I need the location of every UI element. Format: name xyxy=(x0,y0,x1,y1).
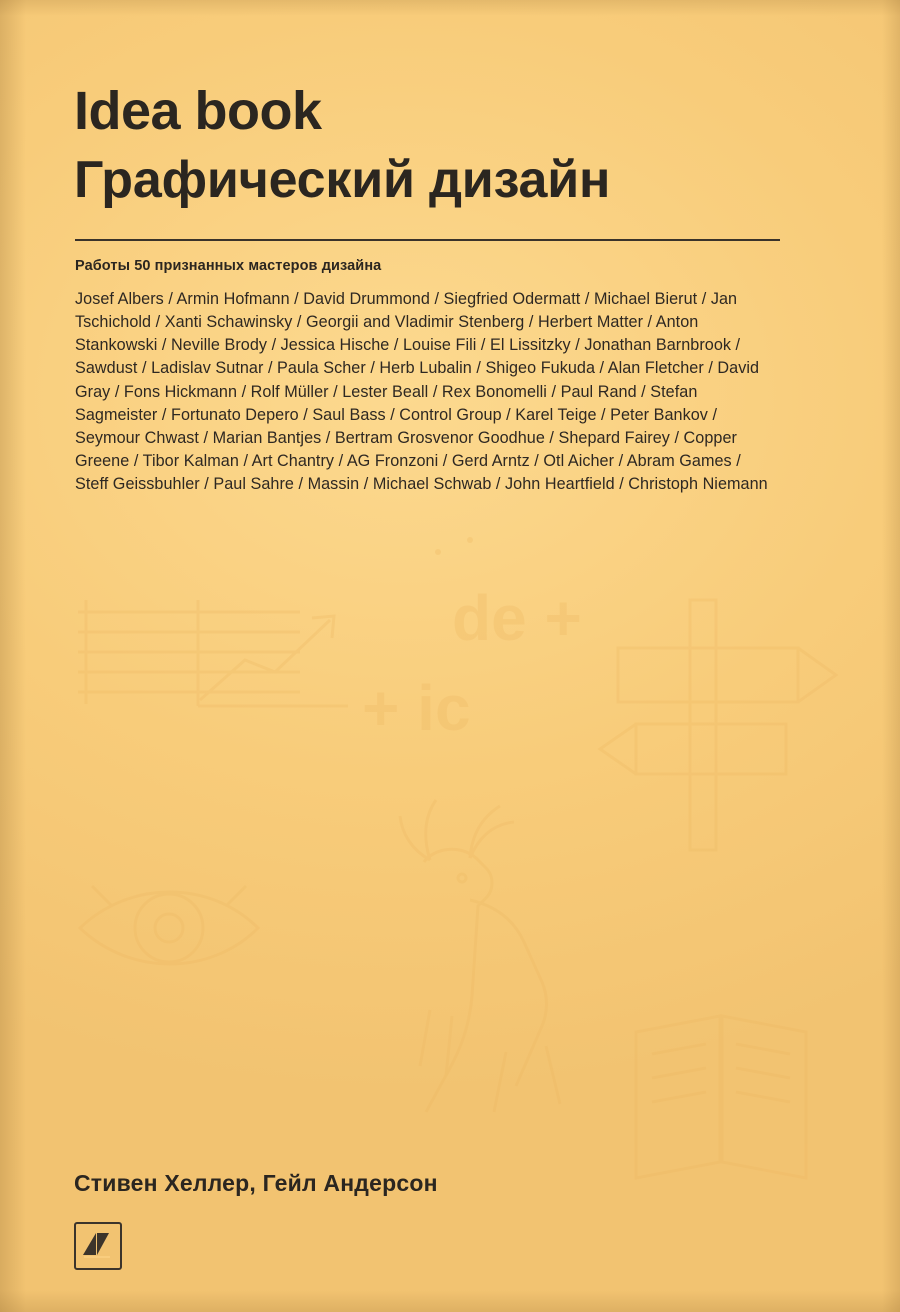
subtitle: Работы 50 признанных мастеров дизайна xyxy=(75,258,382,274)
contributors-list: Josef Albers / Armin Hofmann / David Drummond / Siegfried Odermatt / Michael Bierut / Jan Tschichold / Xanti Schawinsky / Georgii and Vladimir Stenberg / Herbert Matter / Anton Stankowski / Neville Brody / Jessica Hische / Louise Fili / El Lissitzky / Jonathan Barnbrook / Sawdust / Ladislav Sutnar / Paula Scher / Herb Lubalin / Shigeo Fukuda / Alan Fletcher / David Gray / Fons Hickmann / Rolf Müller / Lester Beall / Rex Bonomelli / Paul Rand / Stefan Sagmeister / Fortunato Depero / Saul Bass / Control Group / Karel Teige / Peter Bankov / Seymour Chwast / Marian Bantjes / Bertram Grosvenor Goodhue / Shepard Fairey / Copper Greene / Tibor Kalman / Art Chantry / AG Fronzoni / Gerd Arntz / Otl Aicher / Abram Games / Steff Geissbuhler / Paul Sahre / Massin / Michael Schwab / John Heartfield / Christoph Niemann xyxy=(75,290,768,494)
page-title-en: Idea book xyxy=(74,81,322,141)
authors: Стивен Хеллер, Гейл Андерсон xyxy=(74,1170,438,1196)
svg-text:de +: de + xyxy=(452,582,582,654)
publisher-logo-icon xyxy=(74,1222,122,1270)
title-divider xyxy=(75,239,780,241)
svg-text:+ ic: + ic xyxy=(362,672,471,744)
page-edge-left xyxy=(0,0,26,1312)
cover-content xyxy=(74,0,840,1312)
page-edge-right xyxy=(882,0,900,1312)
page-title-ru: Графический дизайн xyxy=(74,151,611,209)
